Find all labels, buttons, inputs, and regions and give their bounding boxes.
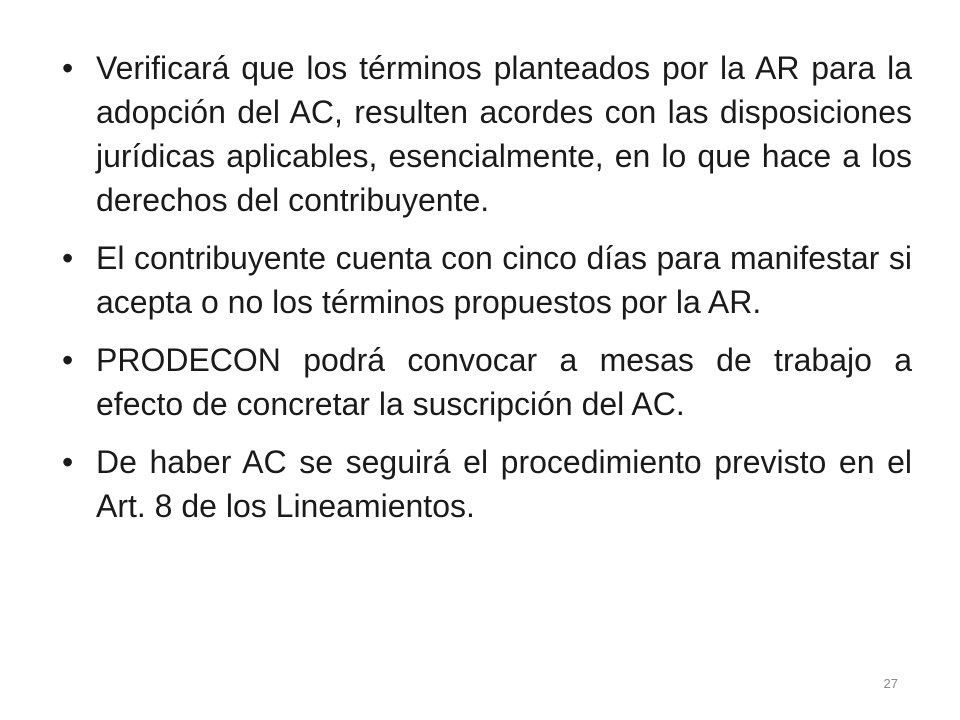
- bullet-list: [62, 46, 912, 542]
- bullet-text: PRODECON podrá convocar a mesas de trabajo a efecto de concretar la suscripción del AC.: [96, 342, 912, 422]
- bullet-dot-icon: •: [62, 444, 74, 480]
- bullet-item: [62, 440, 912, 528]
- bullet-dot-icon: •: [62, 342, 74, 378]
- bullet-dot-icon: •: [62, 240, 74, 276]
- bullet-text: El contribuyente cuenta con cinco días para manifestar si acepta o no los términos propuestos por la AR.: [96, 240, 912, 320]
- bullet-dot-icon: •: [62, 50, 74, 86]
- bullet-item: [62, 46, 912, 222]
- bullet-text: De haber AC se seguirá el procedimiento previsto en el Art. 8 de los Lineamientos.: [96, 444, 912, 524]
- bullet-text: Verificará que los términos planteados por la AR para la adopción del AC, resulten acordes con las disposiciones jurídicas aplicables, esencialmente, en lo que hace a los derechos del contribuyente.: [96, 50, 912, 218]
- page-number: 27: [883, 676, 898, 691]
- bullet-item: [62, 338, 912, 426]
- bullet-item: [62, 236, 912, 324]
